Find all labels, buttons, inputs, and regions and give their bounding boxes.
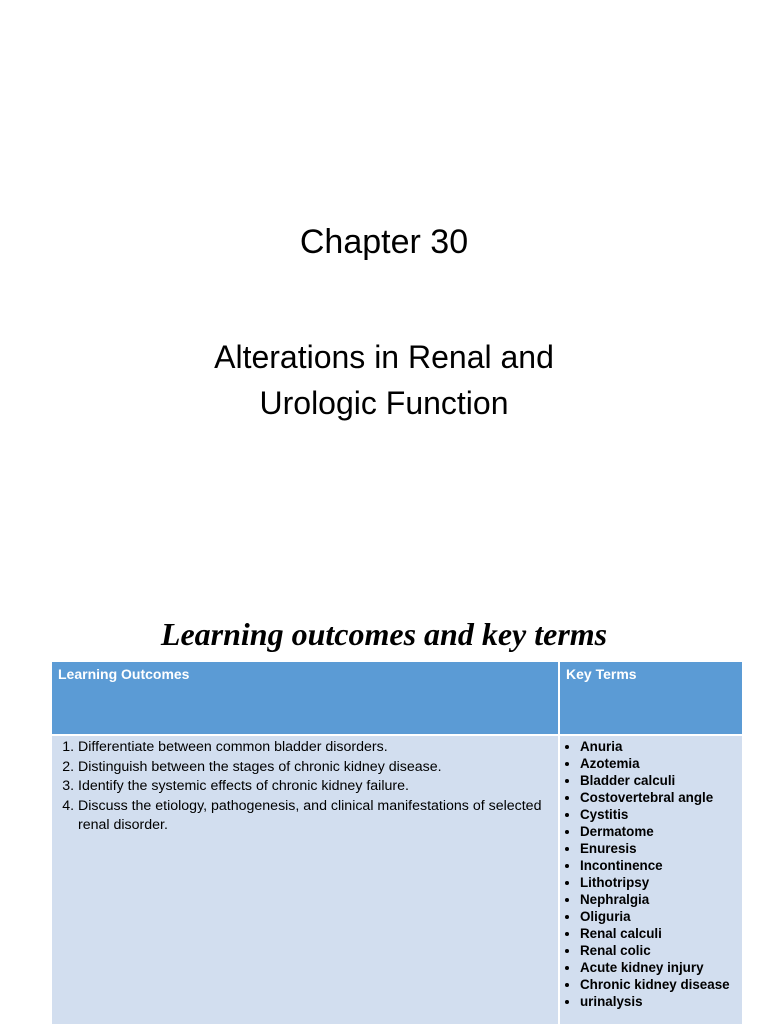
key-term-item: • Acute kidney injury [580, 959, 738, 976]
key-terms-column-header: Key Terms [560, 662, 742, 734]
chapter-title-line-2: Urologic Function [259, 385, 509, 421]
outcomes-table [52, 662, 742, 1024]
chapter-title [0, 334, 768, 426]
key-term-item: • Chronic kidney disease [580, 976, 738, 993]
learning-outcomes-heading: Learning outcomes and key terms [160, 616, 608, 652]
chapter-title-line-1: Alterations in Renal and [214, 339, 554, 375]
key-term-item: • Lithotripsy [580, 874, 738, 891]
key-term-item: • Cystitis [580, 806, 738, 823]
key-term-item: • Incontinence [580, 857, 738, 874]
key-term-item: • Bladder calculi [580, 772, 738, 789]
key-term-item: • Anuria [580, 738, 738, 755]
key-term-item: • Costovertebral angle [580, 789, 738, 806]
outcome-item: 2. Distinguish between the stages of chronic kidney disease. [78, 758, 552, 778]
outcome-item: 4. Discuss the etiology, pathogenesis, and clinical manifestations of selected renal disorder. [78, 797, 552, 836]
key-terms-list [564, 738, 738, 1010]
outcomes-column-header: Learning Outcomes [52, 662, 558, 734]
key-term-item: • Nephralgia [580, 891, 738, 908]
outcomes-list [58, 738, 552, 836]
key-term-item: • Renal colic [580, 942, 738, 959]
key-term-item: • Renal calculi [580, 925, 738, 942]
key-term-item: • Enuresis [580, 840, 738, 857]
key-term-item: • Dermatome [580, 823, 738, 840]
outcome-item: 1. Differentiate between common bladder disorders. [78, 738, 552, 758]
key-terms-cell [560, 736, 742, 1024]
key-term-item: • Oliguria [580, 908, 738, 925]
outcomes-cell [52, 736, 558, 1024]
outcome-item: 3. Identify the systemic effects of chronic kidney failure. [78, 777, 552, 797]
chapter-number: Chapter 30 [299, 223, 469, 261]
key-term-item: • urinalysis [580, 993, 738, 1010]
key-term-item: • Azotemia [580, 755, 738, 772]
